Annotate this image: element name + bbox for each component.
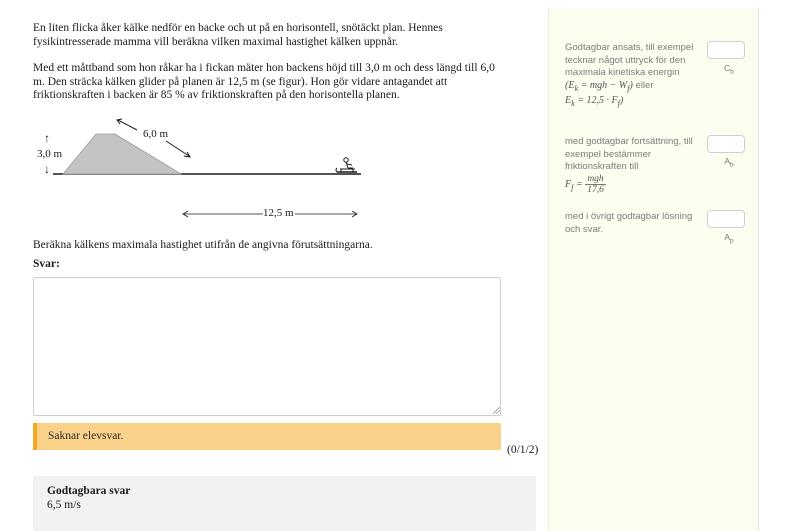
criterion-2-point-label: $A_b$ xyxy=(724,156,734,169)
score-display: (0/1/2) xyxy=(507,444,539,456)
height-label: 3,0 m xyxy=(37,148,63,160)
problem-paragraph-1: En liten flicka åker kälke nedför en backe och ut på en horisontell, snötäckt plan. Hennes fysikintresserade mamma vill beräkna vilken maximal hastighet kälken uppnår. xyxy=(33,22,443,48)
criterion-3-point-checkbox[interactable] xyxy=(707,210,745,228)
problem-text xyxy=(33,22,503,116)
question-text: Beräkna kälkens maximala hastighet utifrån de angivna förutsättningarna. xyxy=(33,239,373,251)
criterion-1-formula-a: ($E_k$ = mgh − $W_f$) xyxy=(565,79,633,93)
criterion-1-connector: eller xyxy=(632,79,654,91)
answer-input[interactable] xyxy=(33,277,501,416)
criterion-1-point-label: $C_b$ xyxy=(724,63,734,76)
distance-label: 12,5 m xyxy=(263,207,294,219)
accepted-answer-box xyxy=(33,476,536,531)
criterion-1 xyxy=(565,42,705,111)
criterion-3-point-label: $A_p$ xyxy=(724,232,734,245)
accepted-answer-title: Godtagbara svar xyxy=(47,485,131,497)
missing-answer-warning: Saknar elevsvar. xyxy=(33,423,501,450)
sled-icon xyxy=(336,158,357,172)
criterion-2-point-checkbox[interactable] xyxy=(707,135,745,153)
sidebar-edge xyxy=(758,8,759,531)
criterion-1-text: Godtagbar ansats, till exempel tecknar något uttryck för den maximala kinetiska energin xyxy=(565,42,694,78)
hill-shape xyxy=(63,134,181,174)
height-arrow-up: ↑ xyxy=(44,131,50,145)
slope-figure xyxy=(33,118,373,228)
criterion-2-text: med godtagbar fortsättning, till exempel bestämmer friktionskraften till xyxy=(565,136,693,172)
criterion-3-text: med i övrigt godtagbar lösning och svar. xyxy=(565,211,693,235)
resize-handle-icon[interactable] xyxy=(493,407,500,414)
criterion-1-point-checkbox[interactable] xyxy=(707,41,745,59)
answer-label: Svar: xyxy=(33,258,60,270)
height-arrow-down: ↓ xyxy=(44,162,50,176)
criterion-1-formula-b: $E_k = 12,5 \cdot F_f$) xyxy=(565,95,624,108)
criterion-2-fraction: $\frac{\text{mgh}}{17,6}$ xyxy=(587,173,604,195)
accepted-answer-value: 6,5 m/s xyxy=(47,499,81,511)
top-strip xyxy=(548,0,800,8)
slope-arrow-upper xyxy=(118,120,137,130)
slope-length-label: 6,0 m xyxy=(143,128,169,140)
criterion-2-formula: $F_f$ = xyxy=(565,178,586,192)
grading-sidebar xyxy=(548,8,758,531)
slope-arrow-lower xyxy=(166,141,189,156)
criterion-2 xyxy=(565,136,705,195)
problem-paragraph-2: Med ett måttband som hon råkar ha i fickan mäter hon backens höjd till 3,0 m och dess längd till 6,0 m. Den sträcka kälken glider på planen är 12,5 m (se figur). Hon gör vidare antagandet att friktionskraften i backen är 85 % av friktionskraften på den horisontella planen. xyxy=(33,62,495,101)
criterion-3 xyxy=(565,211,705,236)
